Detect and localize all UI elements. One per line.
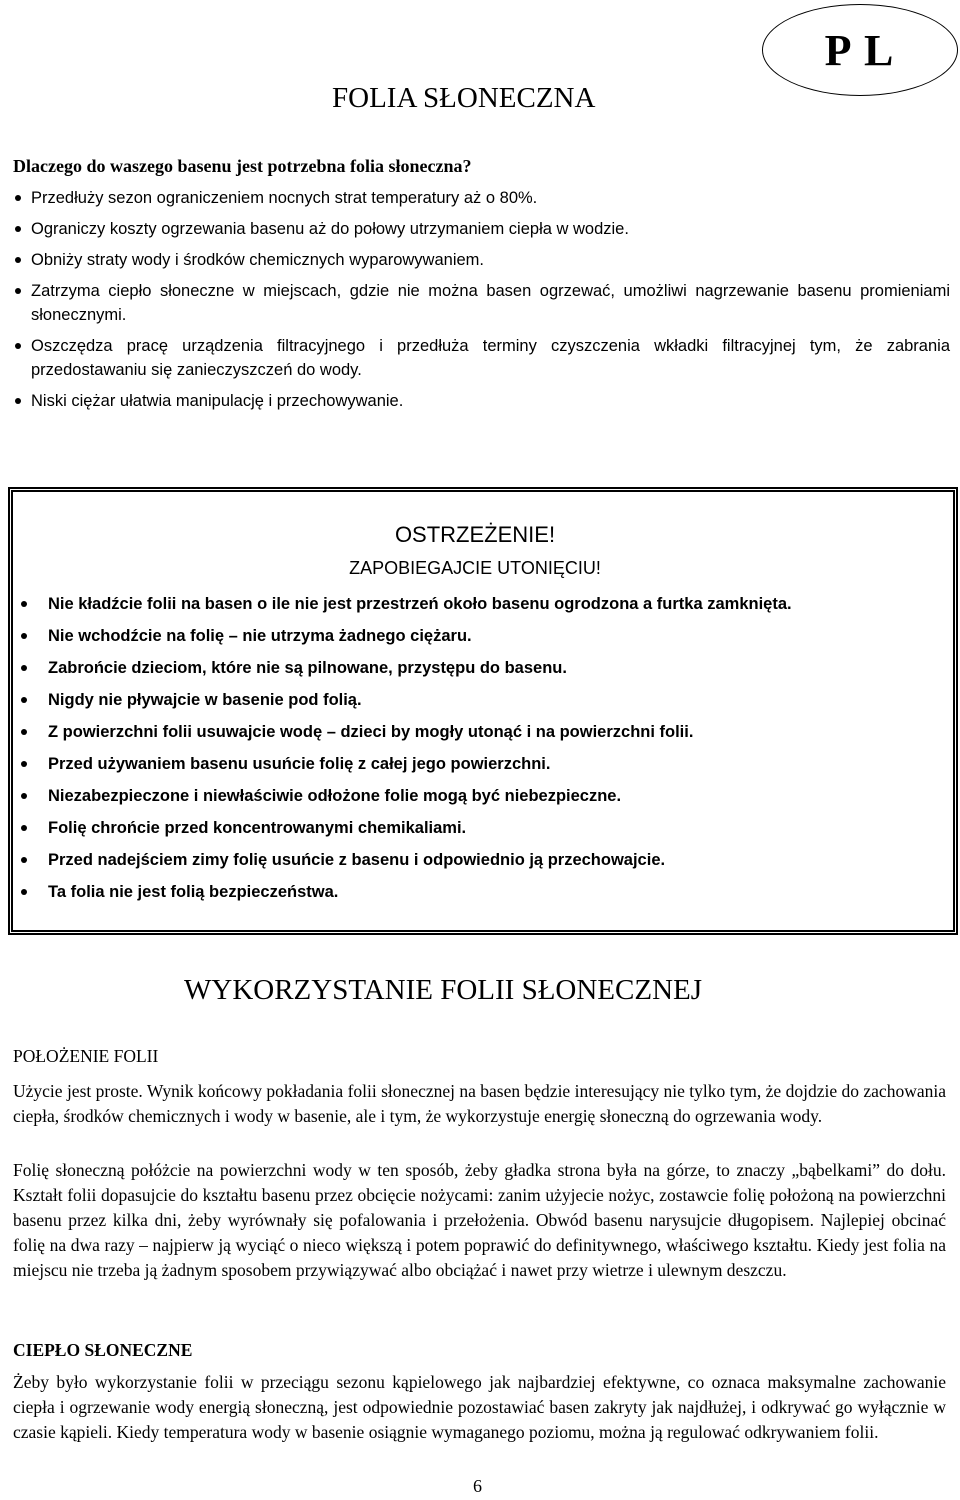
bullet-icon bbox=[15, 343, 21, 349]
warning-text: Folię chrońcie przed koncentrowanymi chemikaliami. bbox=[48, 819, 467, 837]
document-title: FOLIA SŁONECZNA bbox=[332, 82, 596, 114]
bullet-icon bbox=[21, 697, 27, 703]
warning-item bbox=[13, 784, 792, 816]
placement-heading: POŁOŻENIE FOLII bbox=[13, 1046, 159, 1066]
benefit-text: Ograniczy koszty ogrzewania basenu aż do połowy utrzymaniem ciepła w wodzie. bbox=[31, 220, 629, 238]
benefit-item bbox=[13, 248, 950, 272]
warning-item bbox=[13, 880, 792, 912]
warning-item bbox=[13, 848, 792, 880]
placement-paragraph-1: Użycie jest proste. Wynik końcowy pokładania folii słonecznej na basen będzie interesujący nie tylko tym, że dojdzie do zachowania ciepła, środków chemicznych i wody w basenie, ale i tym, że wykorzystuje energię słoneczną do ogrzewania wody. bbox=[13, 1081, 946, 1126]
warning-text: Przed nadejściem zimy folię usuńcie z basenu i odpowiednio ją przechowajcie. bbox=[48, 851, 666, 869]
benefit-item bbox=[13, 389, 950, 413]
benefit-text: Obniży straty wody i środków chemicznych wyparowywaniem. bbox=[31, 251, 484, 269]
warning-text: Zabrońcie dzieciom, które nie są pilnowane, przystępu do basenu. bbox=[48, 659, 567, 677]
bullet-icon bbox=[15, 195, 21, 201]
benefit-text: Niski ciężar ułatwia manipulację i przechowywanie. bbox=[31, 392, 404, 410]
bullet-icon bbox=[21, 665, 27, 671]
warning-item bbox=[13, 752, 792, 784]
warning-subheading: ZAPOBIEGAJCIE UTONIĘCIU! bbox=[349, 558, 601, 578]
warning-item bbox=[13, 624, 792, 656]
bullet-icon bbox=[21, 633, 27, 639]
warning-item bbox=[13, 816, 792, 848]
benefit-item bbox=[13, 334, 950, 382]
bullet-icon bbox=[21, 729, 27, 735]
warning-text: Z powierzchni folii usuwajcie wodę – dzieci by mogły utonąć i na powierzchni folii. bbox=[48, 723, 694, 741]
warning-heading: OSTRZEŻENIE! bbox=[394, 522, 556, 547]
bullet-icon bbox=[15, 226, 21, 232]
warning-list bbox=[13, 592, 792, 912]
benefit-text: Przedłuży sezon ograniczeniem nocnych strat temperatury aż o 80%. bbox=[31, 189, 538, 207]
bullet-icon bbox=[21, 825, 27, 831]
warning-text: Nie kładźcie folii na basen o ile nie jest przestrzeń około basenu ogrodzona a furtka zamknięta. bbox=[48, 595, 792, 613]
benefit-item bbox=[13, 217, 950, 241]
benefit-item bbox=[13, 186, 950, 210]
bullet-icon bbox=[21, 889, 27, 895]
page-number: 6 bbox=[473, 1476, 482, 1496]
warning-item bbox=[13, 656, 792, 688]
bullet-icon bbox=[21, 761, 27, 767]
bullet-icon bbox=[15, 288, 21, 294]
benefit-text: Oszczędza pracę urządzenia filtracyjnego i przedłuża terminy czyszczenia wkładki filtracyjnej tym, że zabrania przedostawaniu się zanieczyszczeń do wody. bbox=[31, 337, 950, 379]
warning-item bbox=[13, 688, 792, 720]
warning-text: Przed używaniem basenu usuńcie folię z całej jego powierzchni. bbox=[48, 755, 551, 773]
bullet-icon bbox=[15, 257, 21, 263]
warning-text: Ta folia nie jest folią bezpieczeństwa. bbox=[48, 883, 339, 901]
warning-box bbox=[8, 487, 958, 935]
bullet-icon bbox=[21, 793, 27, 799]
warning-item bbox=[13, 592, 792, 624]
warning-text: Nigdy nie pływajcie w basenie pod folią. bbox=[48, 691, 362, 709]
bullet-icon bbox=[21, 857, 27, 863]
heat-heading: CIEPŁO SŁONECZNE bbox=[13, 1340, 193, 1360]
bullet-icon bbox=[21, 601, 27, 607]
placement-paragraph-2: Folię słoneczną połóżcie na powierzchni wody w ten sposób, żeby gładka strona była na górze, to znaczy „bąbelkami” do dołu. Kształt folii dopasujcie do kształtu basenu przez obcięcie nożycami: zanim użyjecie nożyc, zostawcie folię położoną na powierzchni basenu przez kilka dni, żeby wyrównały się pofalowania i przełożenia. Obwód basenu narysujcie długopisem. Najlepiej obcinać folię na dwa razy – najpierw ją wyciąć o nieco większą i potem poprawić do definitywnego, właściwego kształtu. Kiedy jest folia na miejscu nie trzeba ją żadnym sposobem przywiązywać albo obciążać i nawet przy wietrze i ulewnym deszczu. bbox=[13, 1160, 946, 1280]
warning-item bbox=[13, 720, 792, 752]
benefit-item bbox=[13, 279, 950, 327]
language-badge: P L bbox=[762, 4, 958, 96]
warning-text: Niezabezpieczone i niewłaściwie odłożone folie mogą być niebezpieczne. bbox=[48, 787, 622, 805]
benefit-text: Zatrzyma ciepło słoneczne w miejscach, gdzie nie można basen ogrzewać, umożliwi nagrzewanie basenu promieniami słonecznymi. bbox=[31, 282, 950, 324]
intro-question: Dlaczego do waszego basenu jest potrzebna folia słoneczna? bbox=[13, 156, 472, 176]
benefits-list bbox=[13, 186, 950, 420]
section-title: WYKORZYSTANIE FOLII SŁONECZNEJ bbox=[184, 974, 703, 1006]
bullet-icon bbox=[15, 398, 21, 404]
heat-paragraph: Żeby było wykorzystanie folii w przeciągu sezonu kąpielowego jak najbardziej efektywne, co oznaca maksymalne zachowanie ciepła i ogrzewanie wody energią słoneczną, jest odpowiednie pozostawiać basen zakryty jak najdłużej, i odkrywać go wyłącznie w czasie kąpieli. Kiedy temperatura wody w basenie osiągnie wymaganego poziomu, można ją regulować odkrywaniem folii. bbox=[13, 1372, 946, 1442]
warning-text: Nie wchodźcie na folię – nie utrzyma żadnego ciężaru. bbox=[48, 627, 472, 645]
